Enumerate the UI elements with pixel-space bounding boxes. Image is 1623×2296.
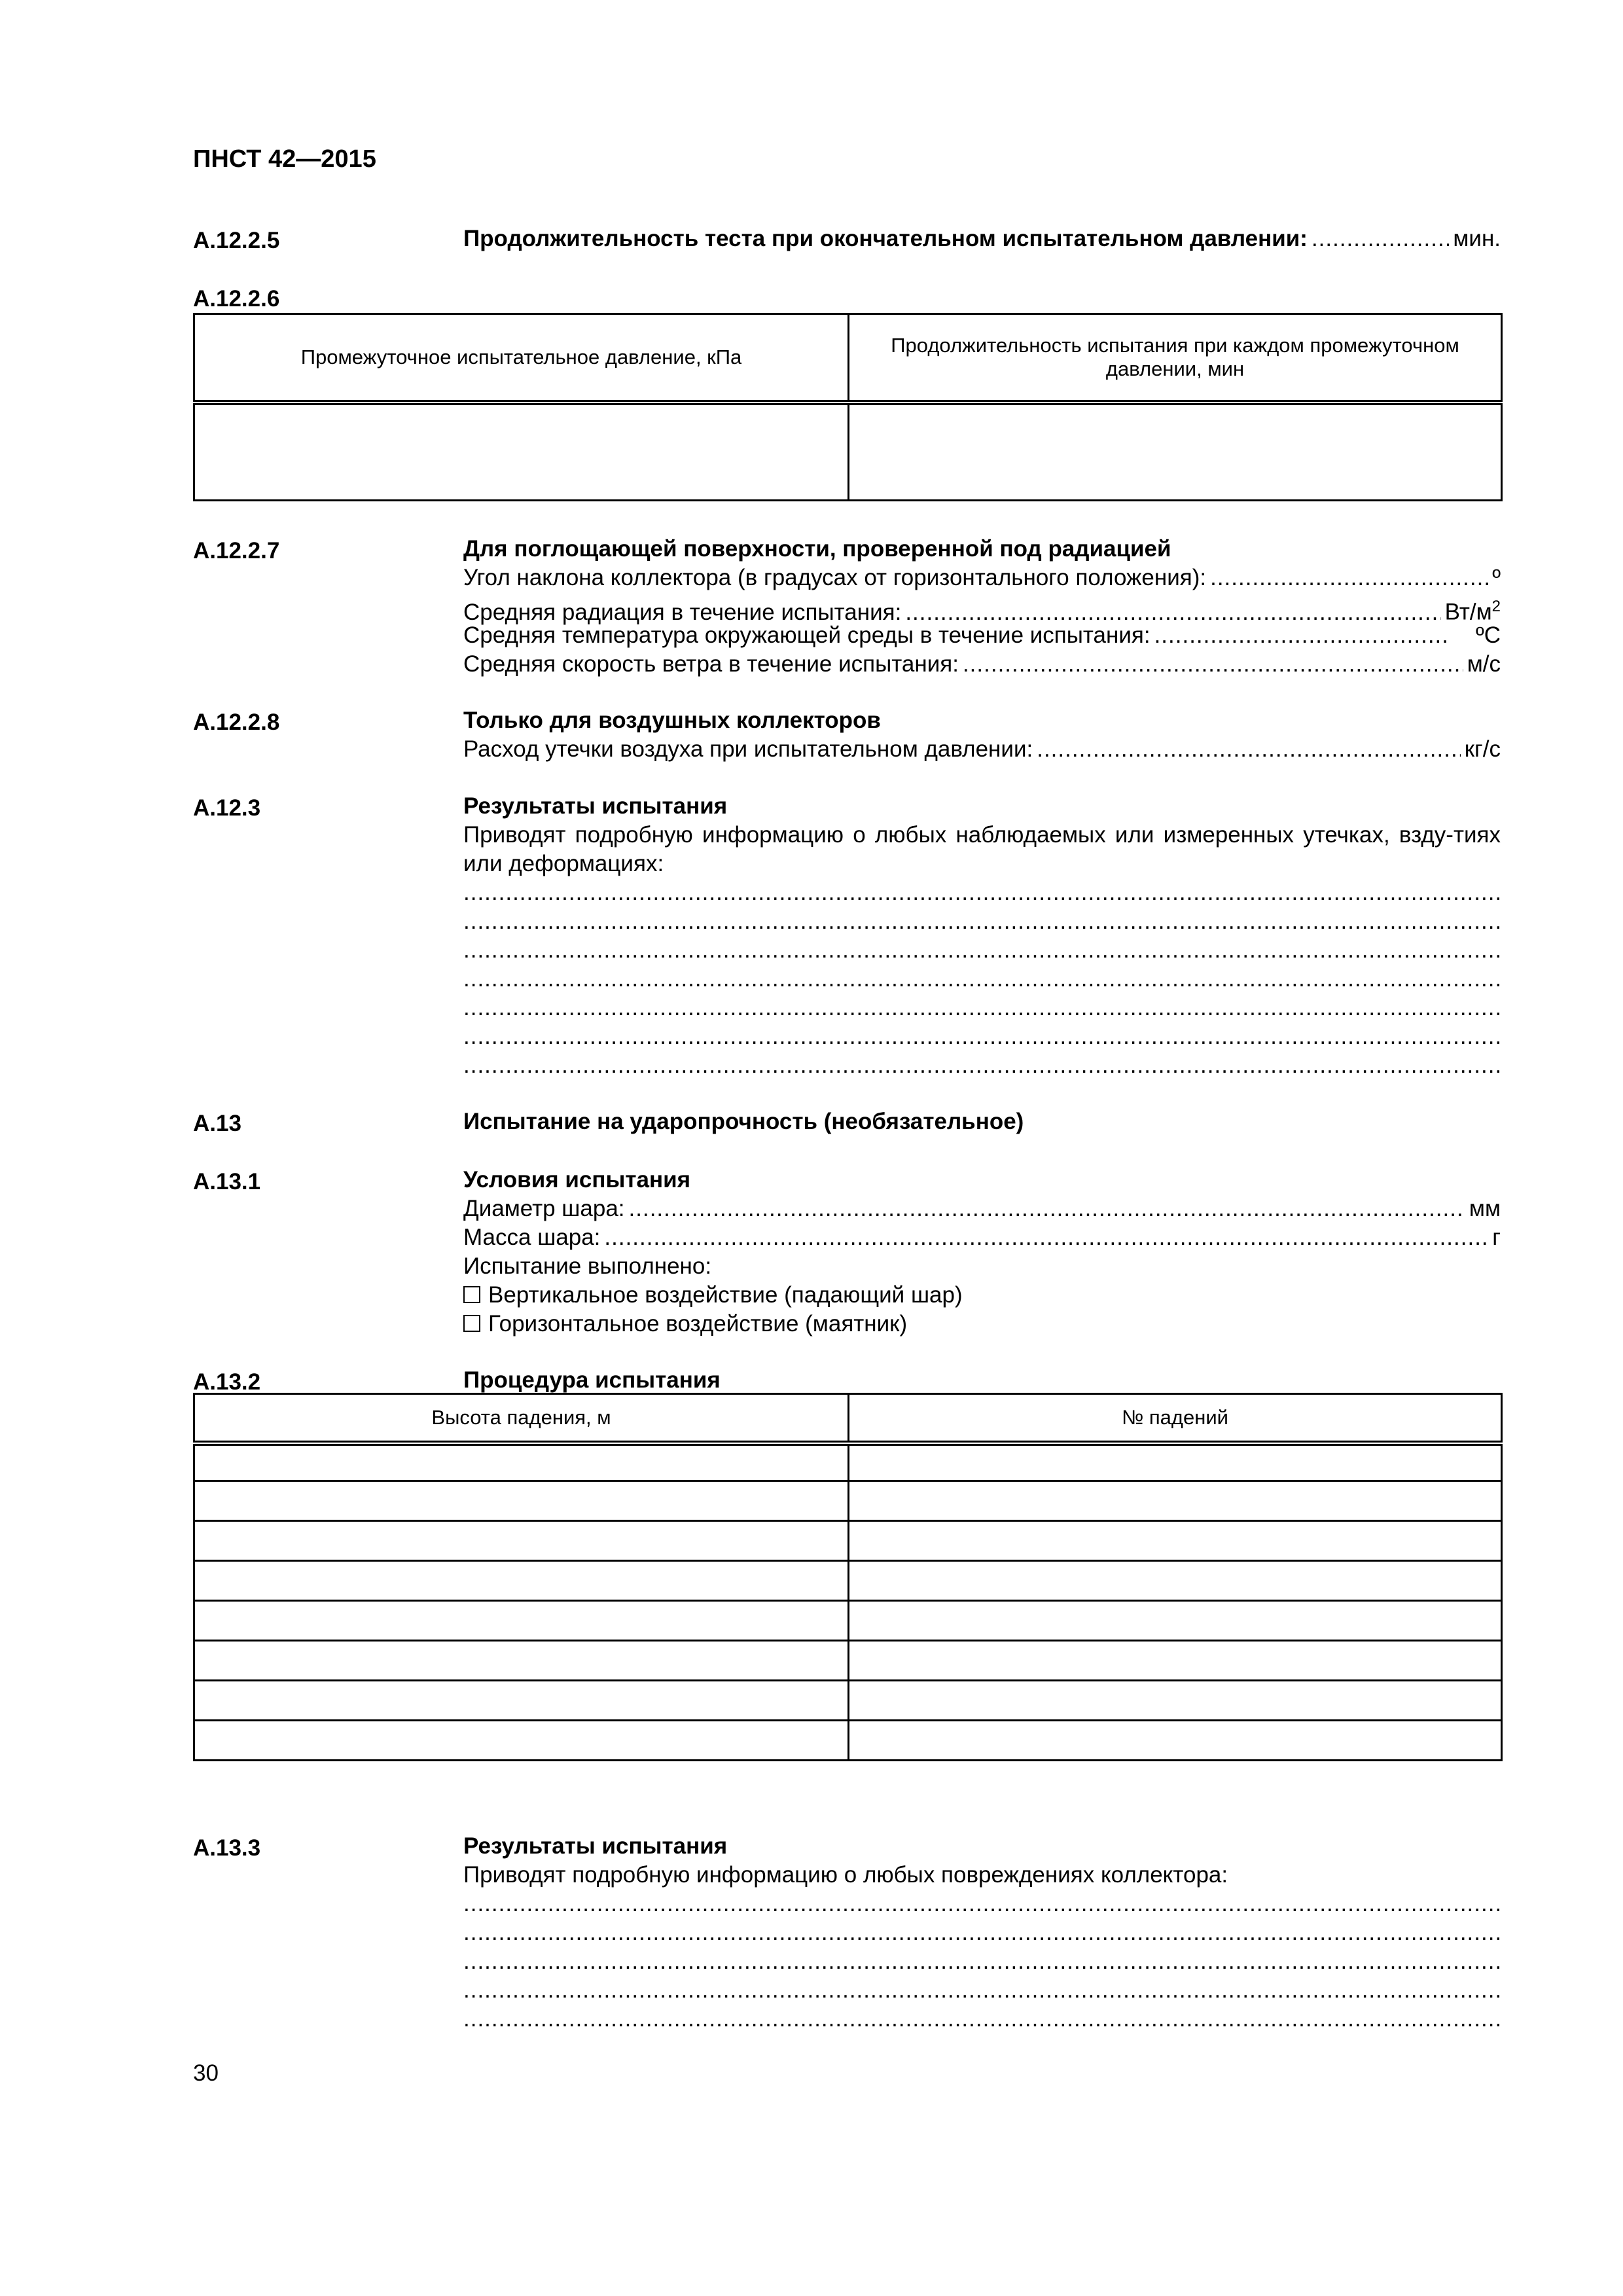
table-cell[interactable] [194, 1681, 849, 1721]
option-label: Вертикальное воздействие (падающий шар) [488, 1282, 963, 1308]
ball-mass-line [463, 1223, 1501, 1252]
field-unit: ºС [1475, 622, 1501, 648]
field-unit: мм [1469, 1196, 1501, 1221]
table-row [194, 1561, 1502, 1601]
fill-in-line[interactable] [463, 878, 1501, 907]
fill-in-dots[interactable] [629, 1194, 1465, 1223]
section-title: Процедура испытания [463, 1367, 721, 1393]
drop-procedure-table [193, 1393, 1503, 1761]
field-label: Расход утечки воздуха при испытательном давлении: [463, 736, 1033, 762]
option-horizontal[interactable] [463, 1310, 1501, 1338]
performed-label: Испытание выполнено: [463, 1253, 712, 1279]
table-cell[interactable] [849, 1721, 1502, 1761]
table-cell[interactable] [194, 1641, 849, 1681]
section-number: А.13.2 [193, 1369, 261, 1395]
table-cell[interactable] [194, 1721, 849, 1761]
field-unit: г [1492, 1225, 1501, 1250]
field-unit: кг/с [1464, 736, 1501, 762]
table-row [194, 1721, 1502, 1761]
table-cell[interactable] [849, 1443, 1502, 1481]
table-header-cell: Продолжительность испытания при каждом промежуточном давлении, мин [849, 314, 1502, 403]
tilt-angle-line [463, 564, 1501, 592]
field-unit: м/с [1467, 651, 1501, 677]
table-header-cell: № падений [849, 1394, 1502, 1443]
air-leakage-line [463, 735, 1501, 764]
section-title: Результаты испытания [463, 1833, 728, 1859]
section-number: А.12.2.7 [193, 538, 280, 564]
table-cell[interactable] [849, 1601, 1502, 1641]
fill-in-dots[interactable] [1311, 224, 1449, 253]
table-cell[interactable] [194, 403, 849, 501]
fill-in-line[interactable] [463, 965, 1501, 994]
fill-in-line[interactable] [463, 907, 1501, 936]
field-label: Продолжительность теста при окончательном испытательном давлении: [463, 226, 1308, 251]
table-cell[interactable] [194, 1601, 849, 1641]
option-label: Горизонтальное воздействие (маятник) [488, 1311, 908, 1336]
table-cell[interactable] [849, 1481, 1502, 1521]
wind-speed-line [463, 650, 1501, 679]
table-cell[interactable] [194, 1481, 849, 1521]
section-title: Для поглощающей поверхности, проверенной под радиацией [463, 536, 1171, 562]
fill-in-line[interactable] [463, 1976, 1501, 2005]
fill-in-dots[interactable] [604, 1223, 1488, 1252]
checkbox[interactable] [463, 1315, 480, 1332]
section-number: А.12.2.5 [193, 228, 280, 253]
section-title: Условия испытания [463, 1167, 691, 1193]
table-cell[interactable] [849, 1521, 1502, 1561]
fill-in-line[interactable] [463, 1918, 1501, 1947]
fill-in-dots[interactable] [1154, 621, 1450, 650]
section-title: Только для воздушных коллекторов [463, 708, 881, 733]
table-header-cell: Промежуточное испытательное давление, кПа [194, 314, 849, 403]
section-number: А.13.3 [193, 1835, 261, 1861]
table-cell[interactable] [194, 1521, 849, 1561]
fill-in-line[interactable] [463, 1947, 1501, 1976]
fill-in-line[interactable] [463, 1051, 1501, 1080]
document-id: ПНСТ 42—2015 [193, 145, 376, 173]
section-title: Испытание на ударопрочность (необязательное) [463, 1109, 1024, 1134]
instruction-text: Приводят подробную информацию о любых наблюдаемых или измеренных утечках, взду-тиях или деформациях: [463, 822, 1501, 876]
table-row [194, 1521, 1502, 1561]
table-row [194, 1641, 1502, 1681]
table-header-cell: Высота падения, м [194, 1394, 849, 1443]
fill-in-dots[interactable] [1210, 564, 1488, 592]
test-duration-line [463, 224, 1501, 253]
table-cell[interactable] [194, 1443, 849, 1481]
fill-in-line[interactable] [463, 994, 1501, 1022]
page-number: 30 [193, 2060, 219, 2086]
table-row [194, 1601, 1502, 1641]
pressure-table [193, 313, 1503, 501]
section-number: А.12.2.6 [193, 286, 280, 312]
section-number: А.13.1 [193, 1169, 261, 1194]
field-label: Угол наклона коллектора (в градусах от горизонтального положения): [463, 565, 1207, 590]
table-cell[interactable] [194, 1561, 849, 1601]
field-unit: º [1492, 565, 1501, 590]
checkbox[interactable] [463, 1286, 480, 1303]
ambient-temperature-line [463, 621, 1501, 650]
field-label: Средняя температура окружающей среды в течение испытания: [463, 622, 1150, 648]
table-row [194, 403, 1502, 501]
table-row [194, 1681, 1502, 1721]
table-cell[interactable] [849, 1681, 1502, 1721]
section-title: Результаты испытания [463, 793, 728, 819]
section-number: А.12.2.8 [193, 709, 280, 735]
fill-in-line[interactable] [463, 2005, 1501, 2034]
table-cell[interactable] [849, 1561, 1502, 1601]
table-row [194, 1481, 1502, 1521]
section-number: А.12.3 [193, 795, 261, 821]
table-cell[interactable] [849, 1641, 1502, 1681]
field-unit: $Вт/м^2$ [1444, 598, 1501, 625]
table-row [194, 1443, 1502, 1481]
field-label: Средняя скорость ветра в течение испытания: [463, 651, 959, 677]
fill-in-line[interactable] [463, 1022, 1501, 1051]
ball-diameter-line [463, 1194, 1501, 1223]
section-number: А.13 [193, 1111, 241, 1136]
table-cell[interactable] [849, 403, 1502, 501]
option-vertical[interactable] [463, 1281, 1501, 1310]
fill-in-line[interactable] [463, 1890, 1501, 1918]
fill-in-dots[interactable] [963, 650, 1463, 679]
fill-in-dots[interactable] [1037, 735, 1460, 764]
field-unit: мин. [1453, 226, 1501, 251]
field-label: Диаметр шара: [463, 1196, 625, 1221]
field-label: Масса шара: [463, 1225, 601, 1250]
fill-in-line[interactable] [463, 936, 1501, 965]
field-label: Средняя радиация в течение испытания: [463, 599, 902, 625]
instruction-text: Приводят подробную информацию о любых повреждениях коллектора: [463, 1862, 1228, 1888]
